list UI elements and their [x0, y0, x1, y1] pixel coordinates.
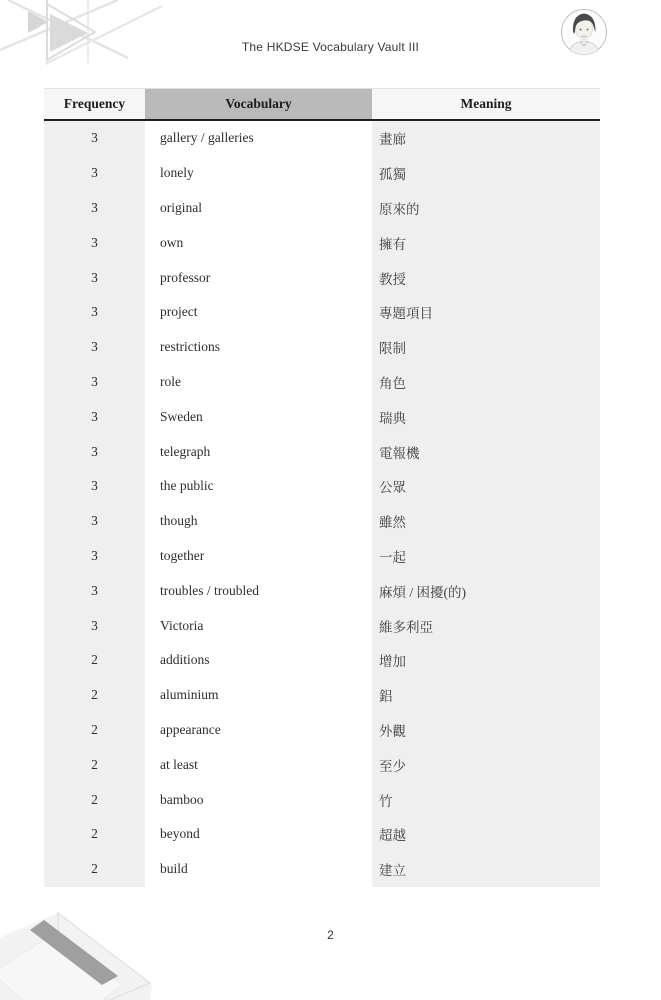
frequency-cell: 3 — [44, 191, 145, 226]
vocab-table — [44, 88, 600, 887]
frequency-cell: 3 — [44, 399, 145, 434]
table-row — [44, 469, 600, 504]
meaning-cell: 電報機 — [372, 434, 600, 469]
author-avatar-icon — [560, 8, 608, 56]
meaning-cell: 畫廊 — [372, 121, 600, 156]
frequency-cell: 2 — [44, 852, 145, 887]
frequency-cell: 3 — [44, 434, 145, 469]
frequency-cell: 2 — [44, 747, 145, 782]
vocabulary-cell: project — [145, 295, 372, 330]
frequency-cell: 3 — [44, 260, 145, 295]
meaning-cell: 增加 — [372, 643, 600, 678]
vocabulary-cell: troubles / troubled — [145, 573, 372, 608]
meaning-cell: 竹 — [372, 782, 600, 817]
meaning-cell: 孤獨 — [372, 156, 600, 191]
frequency-cell: 3 — [44, 330, 145, 365]
frequency-cell: 3 — [44, 573, 145, 608]
vocabulary-cell: aluminium — [145, 678, 372, 713]
table-header-row — [44, 88, 600, 121]
vocabulary-cell: appearance — [145, 713, 372, 748]
table-row — [44, 399, 600, 434]
table-row — [44, 191, 600, 226]
meaning-cell: 角色 — [372, 365, 600, 400]
frequency-cell: 3 — [44, 365, 145, 400]
vocabulary-cell: at least — [145, 747, 372, 782]
meaning-cell: 教授 — [372, 260, 600, 295]
meaning-cell: 公眾 — [372, 469, 600, 504]
column-header-frequency: Frequency — [44, 89, 145, 119]
meaning-cell: 瑞典 — [372, 399, 600, 434]
table-row — [44, 434, 600, 469]
meaning-cell: 專題項目 — [372, 295, 600, 330]
meaning-cell: 超越 — [372, 817, 600, 852]
table-row — [44, 539, 600, 574]
meaning-cell: 雖然 — [372, 504, 600, 539]
frequency-cell: 3 — [44, 225, 145, 260]
frequency-cell: 3 — [44, 608, 145, 643]
meaning-cell: 原來的 — [372, 191, 600, 226]
table-row — [44, 295, 600, 330]
meaning-cell: 限制 — [372, 330, 600, 365]
vocabulary-cell: own — [145, 225, 372, 260]
page-header-title: The HKDSE Vocabulary Vault III — [241, 40, 420, 54]
frequency-cell: 3 — [44, 469, 145, 504]
vocabulary-cell: though — [145, 504, 372, 539]
table-row — [44, 817, 600, 852]
vocabulary-cell: professor — [145, 260, 372, 295]
vocabulary-cell: beyond — [145, 817, 372, 852]
vocabulary-cell: the public — [145, 469, 372, 504]
table-row — [44, 365, 600, 400]
vocabulary-cell: gallery / galleries — [145, 121, 372, 156]
column-header-meaning: Meaning — [372, 89, 600, 119]
frequency-cell: 3 — [44, 539, 145, 574]
meaning-cell: 外觀 — [372, 713, 600, 748]
table-row — [44, 713, 600, 748]
frequency-cell: 2 — [44, 713, 145, 748]
page-number: 2 — [327, 928, 334, 942]
table-row — [44, 330, 600, 365]
corner-triangles-decoration-icon — [0, 0, 170, 68]
meaning-cell: 維多利亞 — [372, 608, 600, 643]
column-header-vocabulary: Vocabulary — [145, 89, 372, 119]
frequency-cell: 3 — [44, 295, 145, 330]
table-row — [44, 643, 600, 678]
vocabulary-cell: role — [145, 365, 372, 400]
frequency-cell: 2 — [44, 643, 145, 678]
vocabulary-cell: original — [145, 191, 372, 226]
table-row — [44, 573, 600, 608]
vocab-table-rows — [44, 121, 600, 887]
vocabulary-cell: Victoria — [145, 608, 372, 643]
vocabulary-cell: additions — [145, 643, 372, 678]
bottom-diamond-decoration-icon — [0, 903, 170, 1000]
table-row — [44, 782, 600, 817]
meaning-cell: 至少 — [372, 747, 600, 782]
frequency-cell: 2 — [44, 817, 145, 852]
meaning-cell: 麻煩 / 困擾(的) — [372, 573, 600, 608]
table-row — [44, 747, 600, 782]
vocabulary-cell: bamboo — [145, 782, 372, 817]
table-row — [44, 121, 600, 156]
meaning-cell: 建立 — [372, 852, 600, 887]
frequency-cell: 3 — [44, 504, 145, 539]
vocabulary-cell: restrictions — [145, 330, 372, 365]
frequency-cell: 2 — [44, 678, 145, 713]
table-row — [44, 678, 600, 713]
meaning-cell: 擁有 — [372, 225, 600, 260]
table-row — [44, 504, 600, 539]
vocabulary-cell: together — [145, 539, 372, 574]
table-row — [44, 225, 600, 260]
meaning-cell: 一起 — [372, 539, 600, 574]
frequency-cell: 2 — [44, 782, 145, 817]
vocabulary-cell: build — [145, 852, 372, 887]
frequency-cell: 3 — [44, 156, 145, 191]
vocabulary-cell: lonely — [145, 156, 372, 191]
meaning-cell: 鋁 — [372, 678, 600, 713]
frequency-cell: 3 — [44, 121, 145, 156]
table-row — [44, 156, 600, 191]
table-row — [44, 608, 600, 643]
table-row — [44, 852, 600, 887]
vocabulary-cell: Sweden — [145, 399, 372, 434]
vocabulary-cell: telegraph — [145, 434, 372, 469]
table-row — [44, 260, 600, 295]
